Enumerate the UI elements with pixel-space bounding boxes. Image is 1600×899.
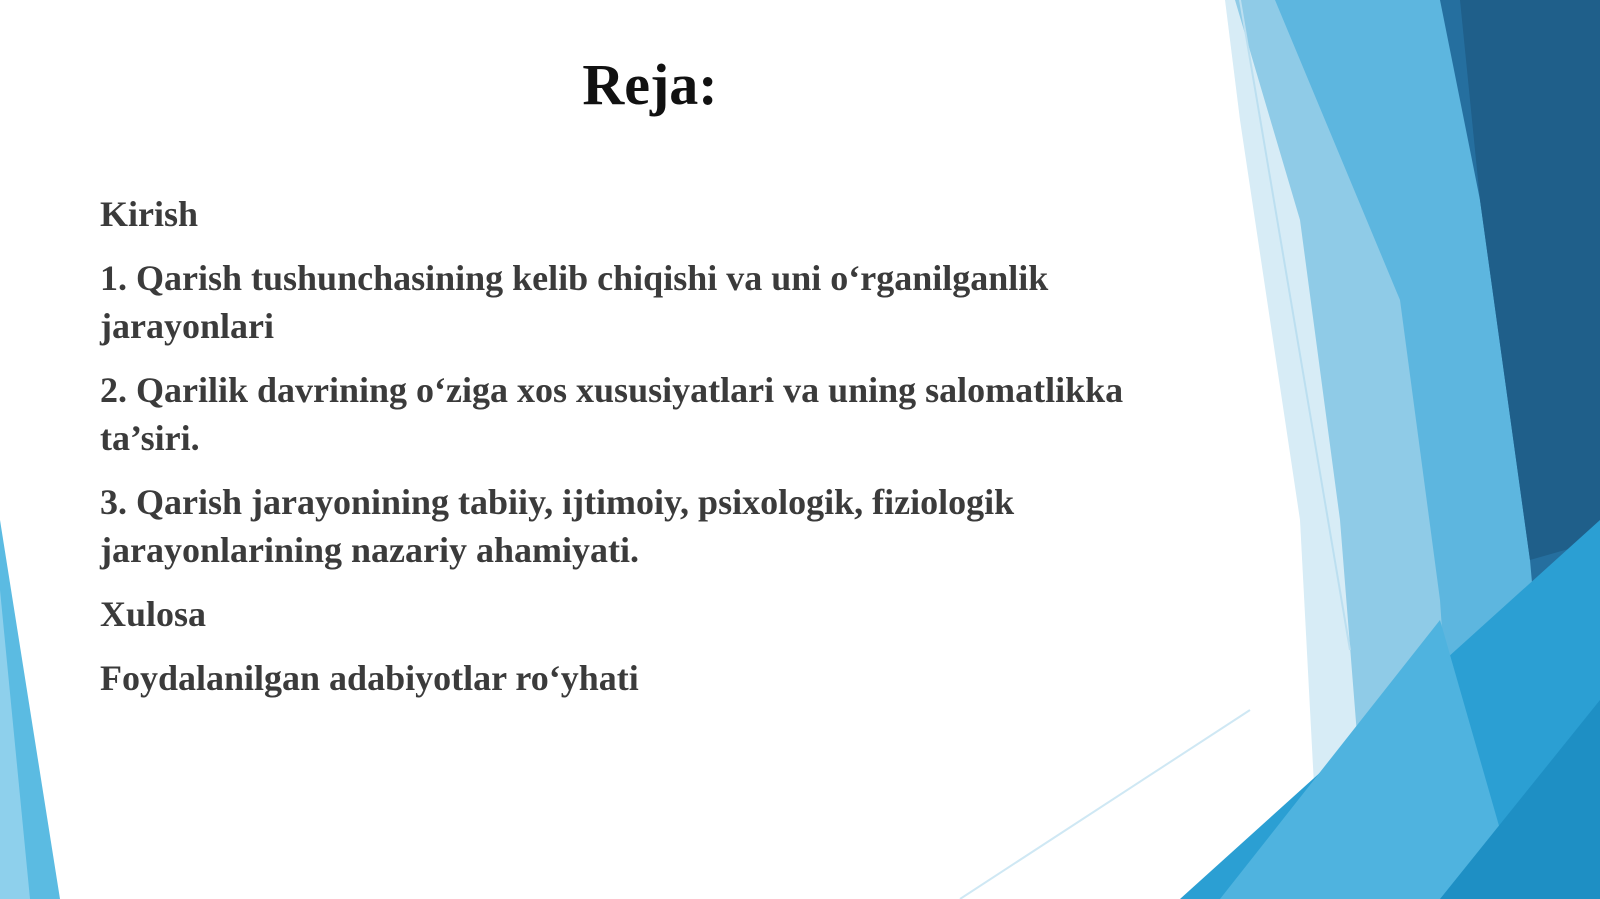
agenda-item-3: 3. Qarish jarayonining tabiiy, ijtimoiy, psixologik, fiziologik jarayonlarining nazariy ahamiyati. bbox=[100, 482, 1015, 570]
agenda-list bbox=[100, 190, 1220, 718]
agenda-item-references: Foydalanilgan adabiyotlar ro‘yhati bbox=[100, 658, 639, 698]
agenda-item-2: 2. Qarilik davrining o‘ziga xos xususiyatlari va uning salomatlikka ta’siri. bbox=[100, 370, 1124, 458]
slide-title: Reja: bbox=[582, 52, 718, 117]
agenda-item-1: 1. Qarish tushunchasining kelib chiqishi va uni o‘rganilganlik jarayonlari bbox=[100, 258, 1049, 346]
decorative-line bbox=[960, 710, 1250, 899]
agenda-item-introduction: Kirish bbox=[100, 194, 199, 234]
agenda-item-conclusion: Xulosa bbox=[100, 594, 207, 634]
